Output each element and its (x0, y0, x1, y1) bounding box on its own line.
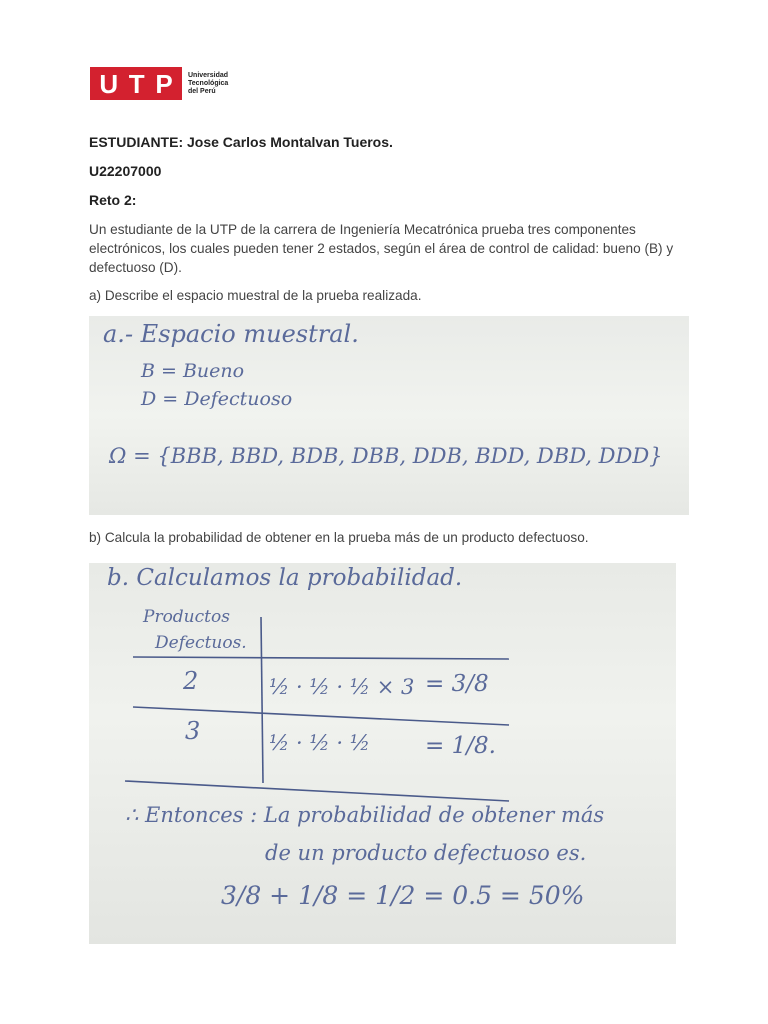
row-2-result: = 3/8 (425, 671, 489, 697)
logo-letter-t: T (128, 68, 145, 99)
logo-letter-u: U (99, 68, 119, 99)
row-2-calc: ½ · ½ · ½ × 3 (269, 675, 415, 699)
question-a: a) Describe el espacio muestral de la prueba realizada. (89, 288, 422, 303)
problem-statement: Un estudiante de la UTP de la carrera de Ingeniería Mecatrónica prueba tres componentes electrónicos, los cuales pueden tener 2 estados, según el área de control de calidad: bueno (B) y defectuoso (D). (89, 222, 674, 275)
answer-a-d-definition: D = Defectuoso (141, 388, 293, 410)
logo-box (90, 67, 182, 100)
logo-line-1: Universidad (188, 71, 229, 79)
handwritten-answer-a (89, 316, 689, 515)
logo-line-3: del Perú (188, 87, 216, 95)
student-name: ESTUDIANTE: Jose Carlos Montalvan Tueros. (89, 134, 393, 150)
handwritten-answer-b (89, 563, 676, 944)
student-code: U22207000 (89, 163, 162, 179)
challenge-title: Reto 2: (89, 192, 137, 208)
row-3-calc: ½ · ½ · ½ (269, 731, 371, 755)
final-result: 3/8 + 1/8 = 1/2 = 0.5 = 50% (221, 881, 585, 910)
row-2-count: 2 (183, 667, 199, 695)
utp-logo (90, 67, 228, 100)
answer-a-title: a.- Espacio muestral. (103, 320, 359, 348)
table-header-1: Productos (143, 607, 230, 627)
sample-space: Ω = {BBB, BBD, BDB, DBB, DDB, BDD, DBD, DDD} (109, 444, 663, 468)
table-header-2: Defectuos. (155, 633, 247, 653)
logo-letter-p: P (155, 68, 173, 99)
logo-line-2: Tecnológica (188, 79, 229, 87)
logo-text (188, 72, 228, 96)
conclusion-line-1: ∴ Entonces : La probabilidad de obtener más (125, 803, 605, 827)
conclusion-line-2: de un producto defectuoso es. (265, 841, 587, 865)
answer-a-b-definition: B = Bueno (141, 360, 245, 382)
row-3-result: = 1/8. (425, 733, 496, 759)
question-b: b) Calcula la probabilidad de obtener en la prueba más de un producto defectuoso. (89, 530, 589, 545)
answer-b-title: b. Calculamos la probabilidad. (107, 565, 463, 591)
row-3-count: 3 (185, 717, 201, 745)
